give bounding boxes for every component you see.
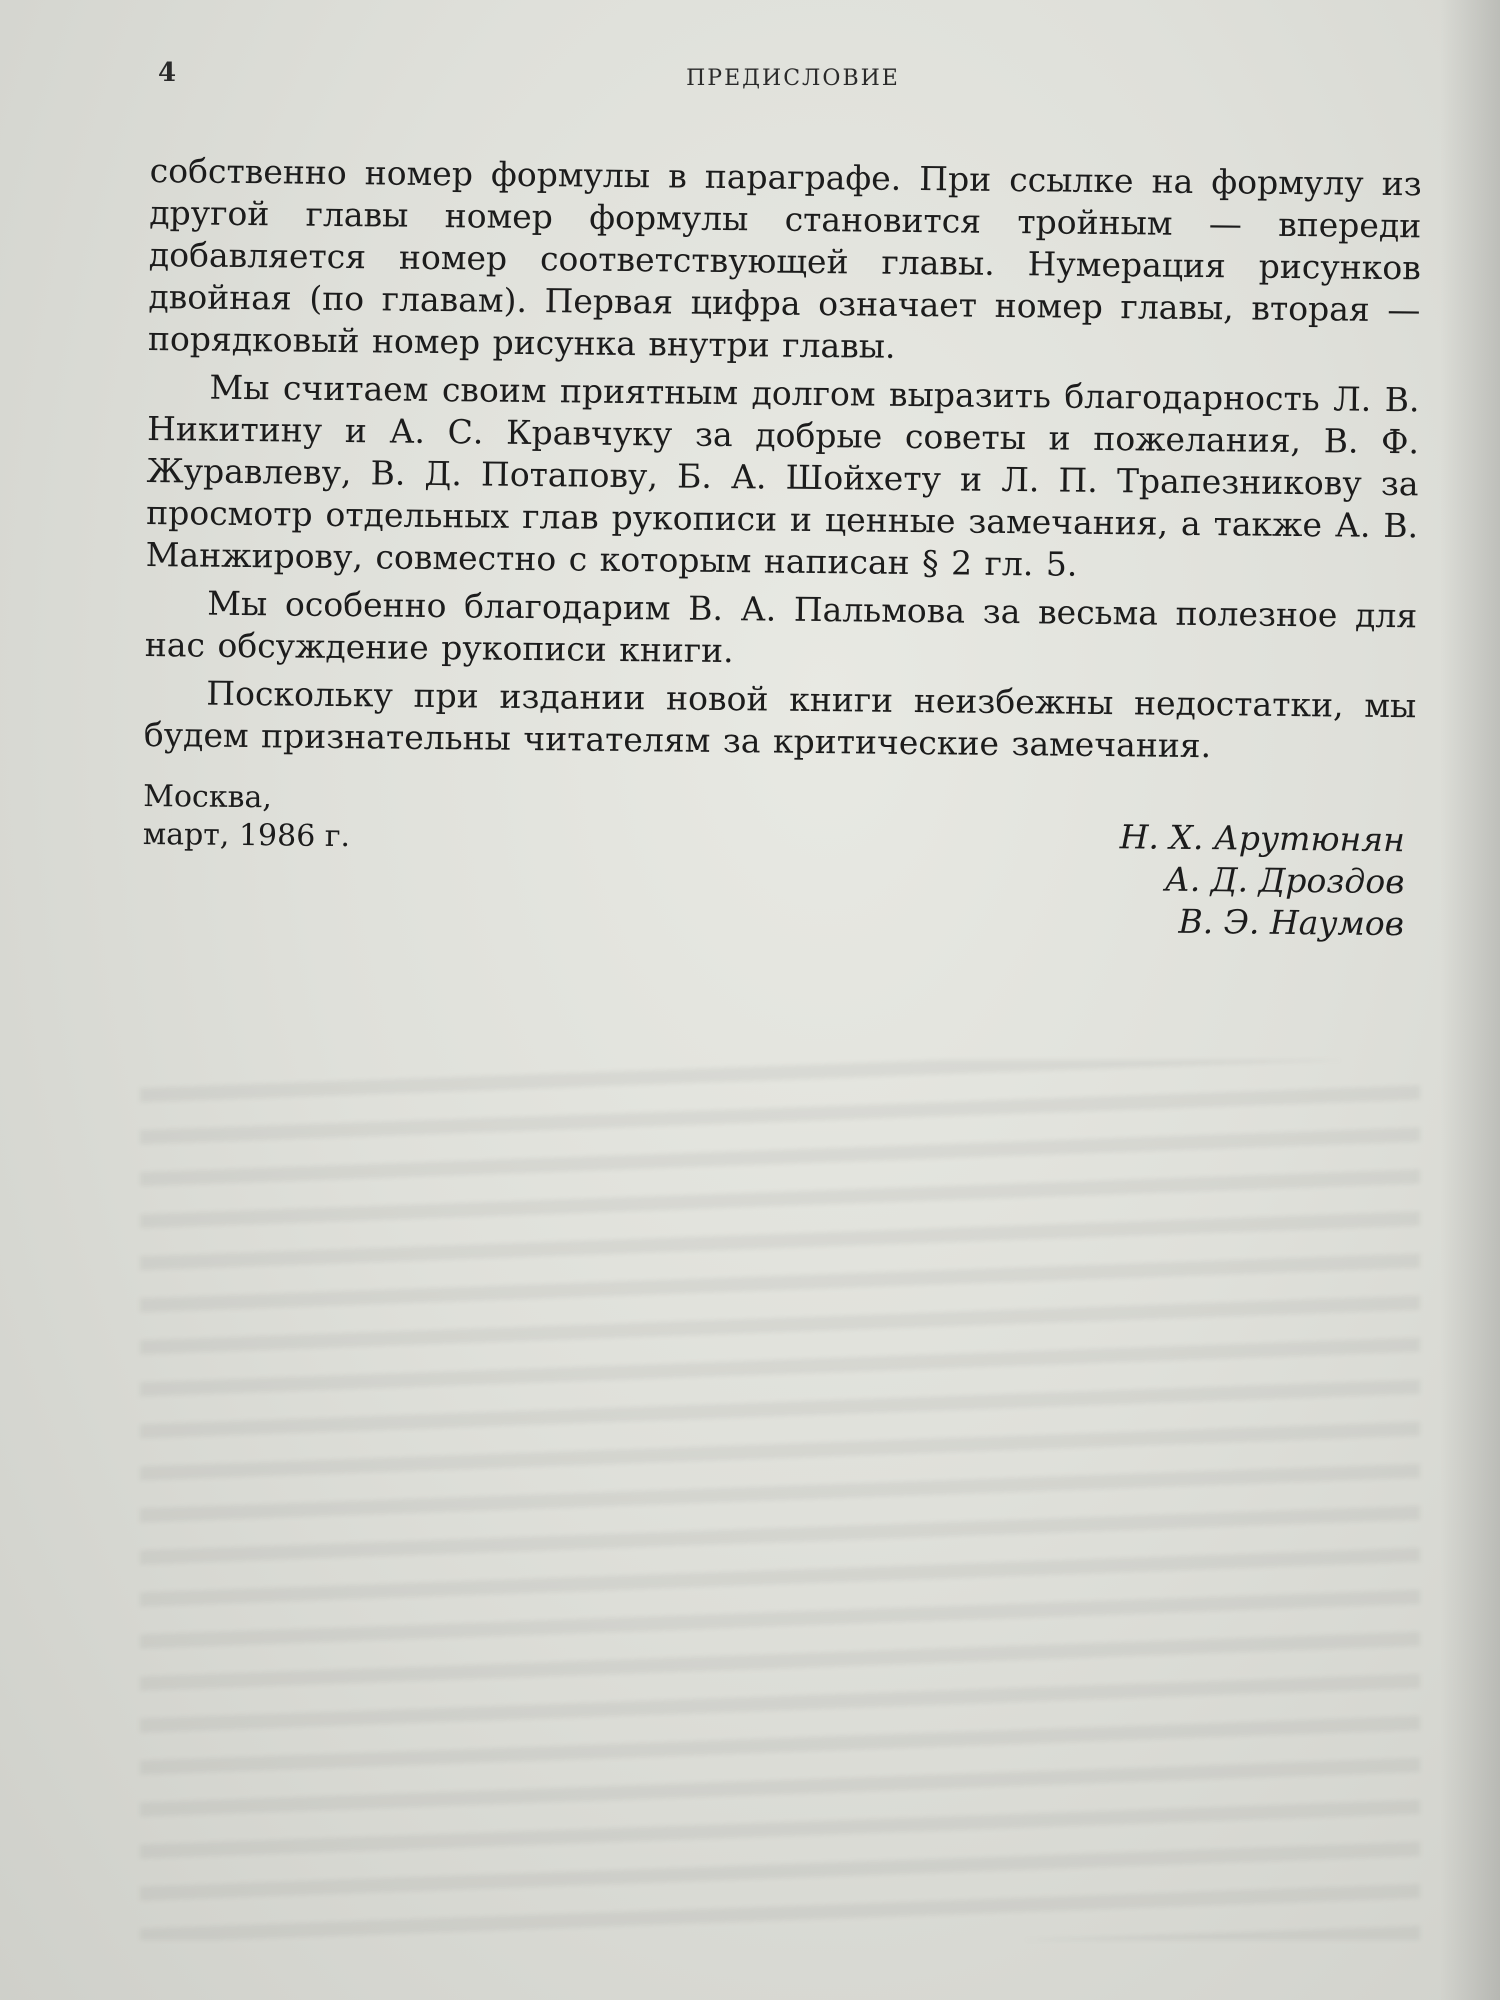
author-name: А. Д. Дроздов (1164, 859, 1405, 902)
author-name: В. Э. Наумов (1178, 901, 1405, 944)
authors (1119, 816, 1405, 945)
paragraph-acknowledgements: Мы считаем своим приятным долгом выразить благодарность Л. В. Никитину и А. С. Кравчуку за добрые советы и пожелания, В. Ф. Журавлеву, В. Д. Потапову, Б. А. Шойхету и Л. П. Трапезникову за просмотр отдельных глав рукописи и ценные замечания, а также А. В. Манжирову, совместно с которым написан § 2 гл. 5. (145, 367, 1420, 584)
place-and-date (143, 778, 351, 856)
place: Москва, (143, 778, 273, 816)
page-body (142, 150, 1422, 971)
binding-shadow (1440, 0, 1500, 2000)
show-through-text (140, 1060, 1420, 1940)
paragraph-feedback-request: Поскольку при издании новой книги неизбежны недостатки, мы будем признательны читателям за критические замечания. (143, 673, 1417, 766)
paragraph-formula-numbering: собственно номер формулы в параграфе. При ссылке на формулу из другой главы номер формулы становится тройным — впереди добавляется номер соответствующей главы. Нумерация рисунков двойная (по главам). Первая цифра означает номер главы, вторая — порядковый номер рисунка внутри главы. (147, 150, 1422, 366)
author-name: Н. Х. Арутюнян (1119, 817, 1406, 860)
running-head: ПРЕДИСЛОВИЕ (686, 66, 900, 91)
date: март, 1986 г. (142, 816, 351, 855)
page-header (158, 58, 1428, 98)
paragraph-special-thanks: Мы особенно благодарим В. А. Пальмова за весьма полезное для нас обсуждение рукописи книги. (144, 583, 1418, 671)
page-number: 4 (158, 58, 177, 88)
signoff (142, 778, 1416, 971)
